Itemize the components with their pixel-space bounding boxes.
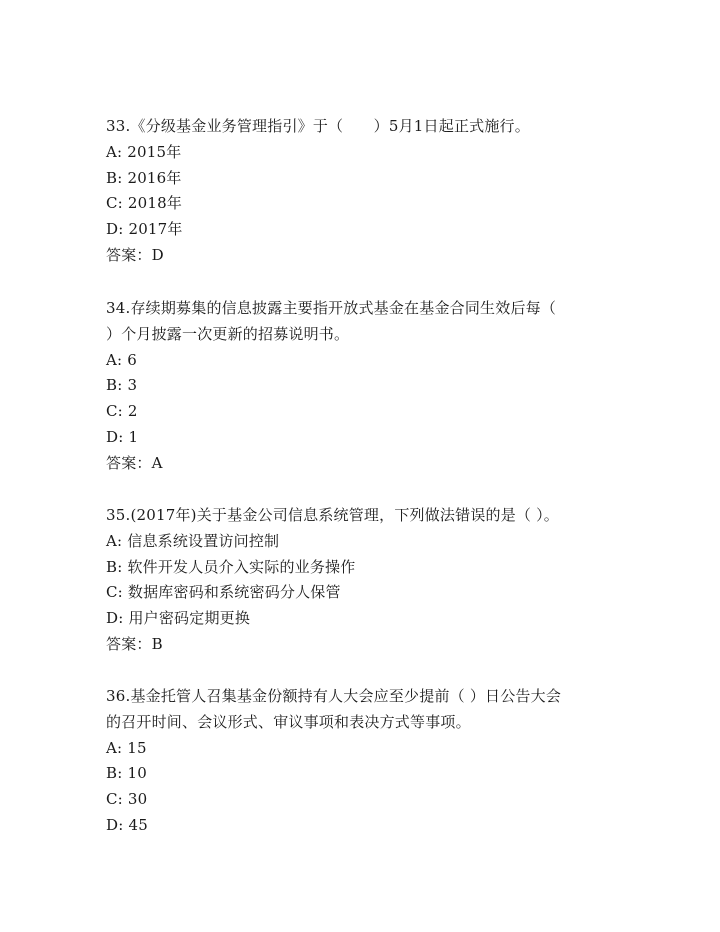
question-34 (106, 296, 626, 477)
question-stem: 36.基金托管人召集基金份额持有人大会应至少提前（ ）日公告大会 (106, 687, 562, 705)
question-stem: 35.(2017年)关于基金公司信息系统管理，下列做法错误的是（ ）。 (106, 506, 560, 524)
question-35 (106, 503, 626, 658)
option-d: D: 1 (106, 427, 139, 446)
option-b: B: 10 (106, 764, 147, 783)
option-c: C: 2018年 (106, 194, 183, 213)
answer-line: 答案：A (106, 453, 163, 472)
option-a: A: 2015年 (106, 142, 182, 161)
question-36 (106, 684, 626, 839)
question-stem: 33.《分级基金业务管理指引》于（ ）5月1日起正式施行。 (106, 117, 530, 135)
option-c: C: 数据库密码和系统密码分人保管 (106, 583, 341, 602)
answer-line: 答案：B (106, 634, 163, 653)
option-a: A: 15 (106, 738, 147, 757)
question-stem-continued: ）个月披露一次更新的招募说明书。 (106, 324, 350, 343)
option-c: C: 2 (106, 402, 138, 421)
option-c: C: 30 (106, 790, 148, 809)
question-stem: 34.存续期募集的信息披露主要指开放式基金在基金合同生效后每（ (106, 299, 557, 317)
option-d: D: 45 (106, 815, 148, 834)
option-b: B: 2016年 (106, 168, 182, 187)
option-d: D: 用户密码定期更换 (106, 609, 251, 628)
option-b: B: 软件开发人员介入实际的业务操作 (106, 557, 356, 576)
question-33 (106, 114, 626, 269)
question-stem-continued: 的召开时间、会议形式、审议事项和表决方式等事项。 (106, 712, 471, 731)
answer-line: 答案：D (106, 245, 164, 264)
option-a: A: 信息系统设置访问控制 (106, 531, 280, 550)
option-b: B: 3 (106, 376, 138, 395)
option-a: A: 6 (106, 350, 137, 369)
option-d: D: 2017年 (106, 220, 183, 239)
